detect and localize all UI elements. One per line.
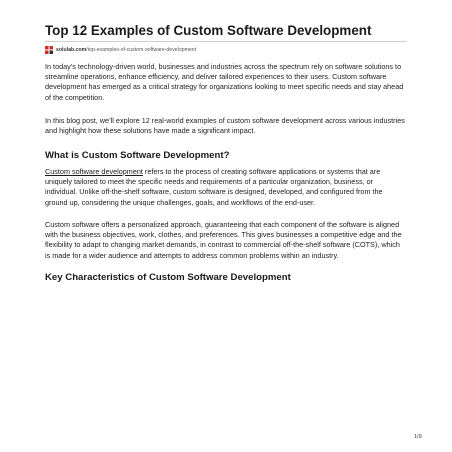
source-path: /top-examples-of-custom-software-development: [86, 47, 197, 53]
source-url[interactable]: [45, 45, 196, 55]
custom-software-development-link[interactable]: Custom software development: [45, 167, 143, 176]
title-divider: [45, 41, 407, 42]
intro-paragraph-2: In this blog post, we’ll explore 12 real-world examples of custom software development across various industries and highlight how these solutions have made a significant impact.: [45, 116, 405, 136]
section-heading-key-characteristics: Key Characteristics of Custom Software Development: [45, 272, 291, 283]
solulab-favicon-icon: [45, 46, 53, 54]
intro-paragraph-1: In today’s technology-driven world, businesses and industries across the spectrum rely on software solutions to streamline operations, enhance efficiency, and deliver tailored experiences to their users. Custom software development has emerged as a critical strategy for organizations looking to meet specific needs and stay ahead of the competition.: [45, 62, 404, 102]
section-heading-what-is: What is Custom Software Development?: [45, 150, 230, 161]
section-1-paragraph-1-text: refers to the process of creating software applications or systems that are uniquely tailored to meet the specific needs and requirements of a particular organization, business, or individual. Unlike off-the-shelf software, custom software is designed, developed, and configured from the ground up, considering the unique challenges, goals, and workflows of the end-user.: [45, 167, 383, 207]
section-1-paragraph-2: Custom software offers a personalized approach, guaranteeing that each component of the software is aligned with the business objectives, work, clothes, and preferences. This gives businesses a competitive edge and the flexibility to adapt to changing market demands, in contrast to commercial off-the-shelf software (COTS), which is made for a wider audience and attempts to address common problems within an industry.: [45, 220, 402, 260]
section-1-paragraph-1: [45, 167, 407, 208]
source-domain: solulab.com: [56, 47, 87, 53]
document-title: Top 12 Examples of Custom Software Development: [45, 23, 372, 38]
page-number: 1/9: [414, 434, 422, 440]
